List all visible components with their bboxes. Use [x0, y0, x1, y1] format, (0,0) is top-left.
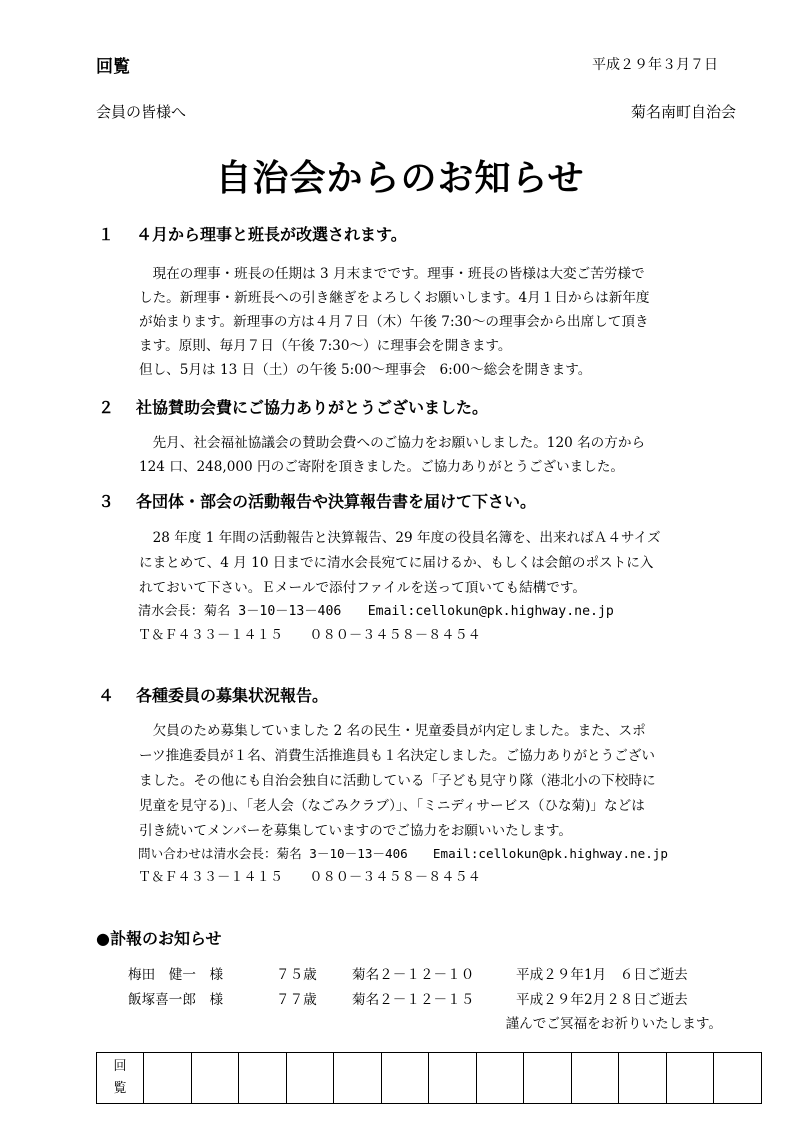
- issue-date: 平成２９年３月７日: [592, 57, 718, 73]
- section-1-title: ４月から理事と班長が改選されます。: [136, 225, 407, 244]
- section-3-contact: 清水会長：菊名 3－10－13－406 Email:cellokun@pk.highway.ne.jp: [138, 604, 614, 619]
- obituary-age: ７５歳: [276, 967, 317, 983]
- section-4-line: ました。その他にも自治会独自に活動している「子ども見守り隊（港北小の下校時に: [139, 773, 656, 789]
- section-2-title: 社協賛助会費にご協力ありがとうございました。: [136, 398, 489, 417]
- circulation-check-table: [96, 1052, 762, 1104]
- check-cell[interactable]: [571, 1053, 619, 1104]
- check-cell[interactable]: [381, 1053, 429, 1104]
- section-4-line: ーツ推進委員が１名、消費生活推進員も１名決定しました。ご協力ありがとうござい: [139, 748, 656, 764]
- obituary-address: 菊名２－１２－１０: [352, 967, 475, 983]
- section-3-line: にまとめて、4 月 10 日までに清水会長宛てに届けるか、もしくは会館のポストに入: [139, 555, 654, 571]
- obituary-name: 飯塚喜一郎 様: [128, 992, 224, 1008]
- check-cell[interactable]: [476, 1053, 524, 1104]
- section-3-line: れておいて下さい。Ｅメールで添付ファイルを送って頂いても結構です。: [139, 580, 586, 596]
- section-4-line: 欠員のため募集していました 2 名の民生・児童委員が内定しました。また、スポ: [139, 723, 646, 739]
- check-cell[interactable]: [524, 1053, 572, 1104]
- section-4-phone: Ｔ＆Ｆ４３３－１４１５ ０８０－３４５８－８４５４: [138, 870, 481, 885]
- section-3-line: 28 年度 1 年間の活動報告と決算報告、29 年度の役員名簿を、出来ればＡ４サイズ: [139, 530, 661, 546]
- section-1-number: １: [98, 225, 115, 244]
- section-1-line: ます。原則、毎月７日（午後 7:30～）に理事会を開きます。: [139, 338, 512, 354]
- section-1-line: 但し、5月は 13 日（土）の午後 5:00～理事会 6:00～総会を開きます。: [139, 362, 592, 378]
- obituary-heading: ●訃報のお知らせ: [96, 929, 222, 948]
- section-2-line: 先月、社会福祉協議会の賛助会費へのご協力をお願いしました。120 名の方から: [139, 435, 646, 451]
- obituary-age: ７７歳: [276, 992, 317, 1008]
- circulation-label: 回覧: [96, 57, 130, 77]
- check-cell[interactable]: [334, 1053, 382, 1104]
- check-cell[interactable]: [144, 1053, 192, 1104]
- section-4-contact: 問い合わせは清水会長：菊名 3－10－13－406 Email:cellokun@pk.highway.ne.jp: [138, 846, 668, 861]
- section-2-line: 124 口、248,000 円のご寄附を頂きました。ご協力ありがとうございました。: [139, 459, 625, 475]
- section-4-title: 各種委員の募集状況報告。: [136, 686, 329, 705]
- check-cell[interactable]: [619, 1053, 667, 1104]
- section-1-line: した。新理事・新班長への引き継ぎをよろしくお願いします。4月１日からは新年度: [139, 290, 650, 306]
- check-cell[interactable]: [429, 1053, 477, 1104]
- section-1-line: が始まります。新理事の方は４月７日（木）午後 7:30～の理事会から出席して頂き: [139, 314, 649, 330]
- table-row: [97, 1053, 762, 1104]
- obituary-address: 菊名２－１２－１５: [352, 992, 475, 1008]
- section-3-phone: Ｔ＆Ｆ４３３－１４１５ ０８０－３４５８－８４５４: [138, 628, 481, 643]
- check-cell[interactable]: [286, 1053, 334, 1104]
- obituary-date: 平成２９年2月２８日ご逝去: [516, 992, 688, 1008]
- obituary-closing: 謹んでご冥福をお祈りいたします。: [505, 1016, 722, 1032]
- addressee: 会員の皆様へ: [96, 103, 187, 121]
- check-cell[interactable]: [666, 1053, 714, 1104]
- check-cell[interactable]: [239, 1053, 287, 1104]
- section-4-line: 引き続いてメンバーを募集していますのでご協力をお願いいたします。: [139, 823, 572, 839]
- section-3-title: 各団体・部会の活動報告や決算報告書を届けて下さい。: [136, 492, 537, 511]
- page-title: 自治会からのお知らせ: [215, 158, 585, 199]
- sender: 菊名南町自治会: [630, 103, 736, 121]
- section-2-number: ２: [98, 398, 115, 417]
- section-4-line: 児童を見守る)」、「老人会（なごみクラブ）」、「ミニディサービス（ひな菊)」などは: [139, 798, 645, 814]
- check-cell[interactable]: [191, 1053, 239, 1104]
- circulation-table-label: 回覧: [97, 1053, 144, 1104]
- section-3-number: ３: [98, 492, 115, 511]
- obituary-name: 梅田 健一 様: [128, 967, 224, 983]
- obituary-date: 平成２９年1月 ６日ご逝去: [516, 967, 688, 983]
- section-4-number: ４: [98, 686, 115, 705]
- section-1-line: 現在の理事・班長の任期は 3 月末までです。理事・班長の皆様は大変ご苦労様で: [139, 266, 645, 282]
- check-cell[interactable]: [714, 1053, 762, 1104]
